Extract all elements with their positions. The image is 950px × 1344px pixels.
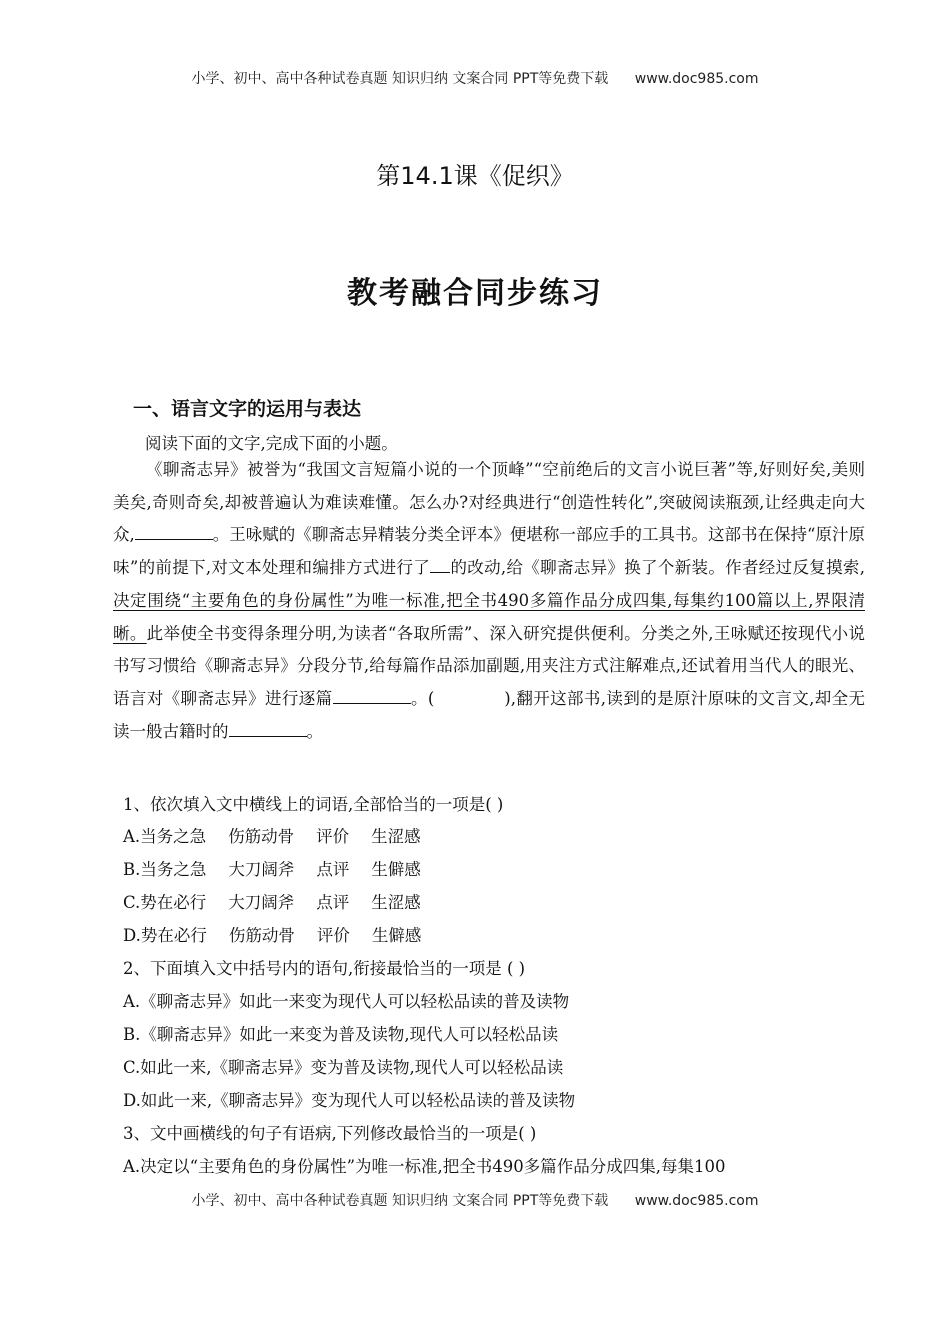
blank-3 xyxy=(333,686,411,704)
passage-text: 此举使全书变得条理分明,为读者“各取所需”、深入研究提供便利。分类之外,王咏赋还按现代小说书写习惯给《聊斋志异》分段分节,给每篇作品添加副题,用夹注方式注解难点,还试着用当代人的眼光、语言对《聊斋志异》进行逐篇 xyxy=(113,623,865,708)
option-word: C.势在必行 xyxy=(123,893,207,912)
question-1-option-a[interactable] xyxy=(123,823,421,847)
option-word: D.势在必行 xyxy=(123,926,207,945)
question-1-option-c[interactable] xyxy=(123,889,421,913)
page-footer xyxy=(0,1190,950,1210)
question-2-option-d[interactable]: D.如此一来,《聊斋志异》变为现代人可以轻松品读的普及读物 xyxy=(123,1091,576,1110)
instruction-text: 阅读下面的文字,完成下面的小题。 xyxy=(145,434,398,453)
passage-text: 。( xyxy=(410,688,435,708)
question-3-option-a[interactable]: A.决定以“主要角色的身份属性”为唯一标准,把全书490多篇作品分成四集,每集100 xyxy=(123,1157,726,1176)
passage-text: 。 xyxy=(306,721,323,741)
header-text: 小学、初中、高中各种试卷真题 知识归纳 文案合同 PPT等免费下载 xyxy=(191,71,609,87)
passage-text: ),翻开这部书,读到的是原汁原味的文言文,却全无读一般古籍时的 xyxy=(113,688,866,741)
blank-1 xyxy=(135,522,213,540)
footer-text: 小学、初中、高中各种试卷真题 知识归纳 文案合同 PPT等免费下载 xyxy=(191,1193,609,1209)
question-3-stem: 3、文中画横线的句子有语病,下列修改最恰当的一项是( ) xyxy=(123,1124,537,1143)
option-word: B.当务之急 xyxy=(123,860,207,879)
option-word: 伤筋动骨 xyxy=(228,926,295,945)
question-1-stem: 1、依次填入文中横线上的词语,全部恰当的一项是( ) xyxy=(123,795,504,814)
option-word: 生僻感 xyxy=(371,860,421,879)
question-1-option-d[interactable] xyxy=(123,922,421,946)
passage-text: 《聊斋志异》被誉为“我国文言短篇小说的一个顶峰”“空前绝后的文言小说巨著”等,好则好矣,美则美矣,奇则奇矣,却被普遍认为难读难懂。怎么办?对经典进行“创造性转化”,突破阅读瓶颈,让经典走向大众, xyxy=(113,460,865,545)
option-word: 评价 xyxy=(316,827,350,846)
passage-text: 的改动,给《聊斋志异》换了个新装。作者经过反复摸索, xyxy=(450,558,865,578)
blank-4 xyxy=(229,718,307,736)
option-word: 大刀阔斧 xyxy=(228,860,295,879)
option-word: 伤筋动骨 xyxy=(228,827,295,846)
question-2-stem: 2、下面填入文中括号内的语句,衔接最恰当的一项是 ( ) xyxy=(123,959,526,978)
question-2-option-b[interactable]: B.《聊斋志异》如此一来变为普及读物,现代人可以轻松品读 xyxy=(123,1025,559,1044)
section-heading: 一、语言文字的运用与表达 xyxy=(133,398,362,420)
passage-text: 。王咏赋的《聊斋志异精装分类全评本》便堪称一部应手的工具书。这部书在保持“原汁原味”的前提下,对文本处理和编排方式进行了 xyxy=(113,525,866,578)
option-word: 生僻感 xyxy=(371,926,422,945)
option-word: A.当务之急 xyxy=(123,827,207,846)
question-2-option-a[interactable]: A.《聊斋志异》如此一来变为现代人可以轻松品读的普及读物 xyxy=(123,992,570,1011)
footer-site-link[interactable]: www.doc985.com xyxy=(634,1193,759,1209)
page-header xyxy=(0,68,950,88)
option-word: 点评 xyxy=(316,893,350,912)
option-word: 生涩感 xyxy=(371,827,421,846)
header-site-link[interactable]: www.doc985.com xyxy=(634,71,759,87)
option-word: 评价 xyxy=(316,926,350,945)
option-word: 生涩感 xyxy=(371,893,421,912)
blank-2 xyxy=(430,555,450,573)
underlined-sentence: 决定围绕“主要角色的身份属性”为唯一标准,把全书490多篇作品分成四集,每集约100篇以上,界限清晰。 xyxy=(113,590,865,643)
option-word: 大刀阔斧 xyxy=(228,893,295,912)
option-word: 点评 xyxy=(316,860,350,879)
question-2-option-c[interactable]: C.如此一来,《聊斋志异》变为普及读物,现代人可以轻松品读 xyxy=(123,1058,564,1077)
lesson-title: 第14.1课《促织》 xyxy=(376,162,574,190)
question-1-option-b[interactable] xyxy=(123,856,421,880)
exercise-subtitle: 教考融合同步练习 xyxy=(347,276,603,311)
reading-passage xyxy=(113,454,865,748)
